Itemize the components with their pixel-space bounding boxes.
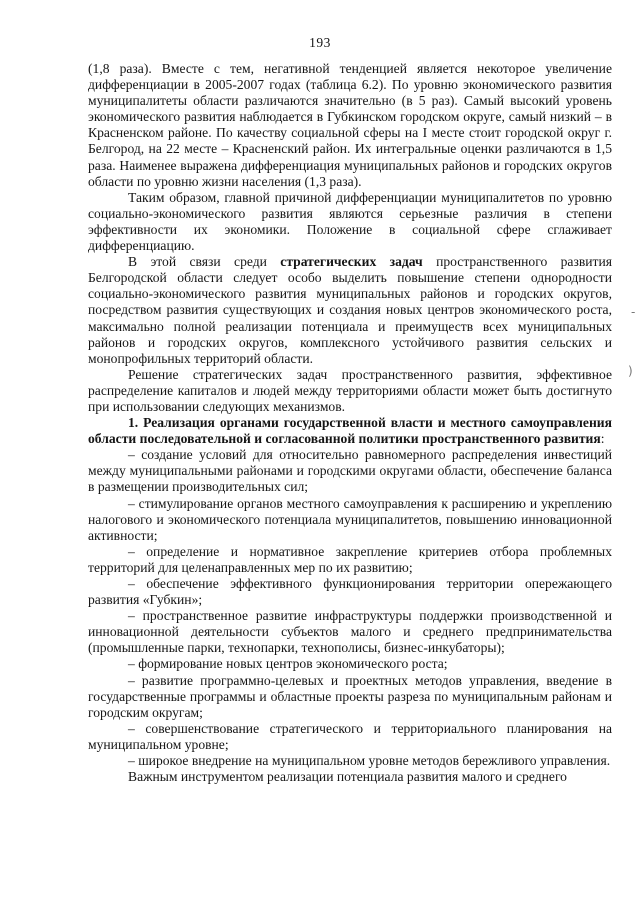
paragraph-1: (1,8 раза). Вместе с тем, негативной тенденцией является некоторое увеличение дифференциации в 2005-2007 годах (таблица 6.2). По уровню экономического развития муниципалитеты области различаются значительно (в 5 раз). Самый высокий уровень экономического развития наблюдается в Губкинском городском округе, самый низкий – в Красненском районе. По качеству социальной сферы на I месте стоит городской округ г. Белгород, на 22 месте – Красненский район. Их интегральные оценки различаются в 1,5 раза. Наименее выражена дифференциация муниципальных районов и городских округов области по уровню жизни населения (1,3 раза). [88,61,612,189]
strategic-tasks-term: стратегических задач [280,254,423,270]
list-item: – стимулирование органов местного самоуправления к расширению и укреплению налогового и экономического потенциала муниципалитетов, повышению инновационной активности; [88,495,612,543]
margin-paren-mark: ) [628,364,633,378]
page-number: 193 [309,35,331,50]
paragraph-3-rest: пространственного развития Белгородской области следует особо выделить повышение степени однородности социально-экономического развития муниципальных районов и городских округов, посредством развития существующих и создания новых центров экономического роста, максимально полной реализации потенциала и преимуществ всех муниципальных районов и городских округов, комплексного устойчивого развития сельских и монопрофильных территорий области. [88,254,613,366]
paragraph-2: Таким образом, главной причиной дифференциации муниципалитетов по уровню социально-экономического развития являются серьезные различия в степени эффективности их экономики. Положение в социальной сфере сглаживает дифференциацию. [88,189,612,254]
section-heading-colon: : [600,431,605,447]
list-item: – определение и нормативное закрепление критериев отбора проблемных территорий для целенаправленных мер по их развитию; [88,543,612,575]
paragraph-3-start: В этой связи среди [128,254,281,270]
list-item: – создание условий для относительно равномерного распределения инвестиций между муниципальными районами и городскими округами области, обеспечение баланса в размещении производительных сил; [88,447,612,495]
section-heading [88,415,612,447]
list-item: – совершенствование стратегического и территориального планирования на муниципальном уровне; [88,720,612,752]
paragraph-last: Важным инструментом реализации потенциала развития малого и среднего [128,769,567,785]
paragraph-3 [88,254,612,367]
list-item: – формирование новых центров экономического роста; [128,656,448,672]
list-item: – широкое внедрение на муниципальном уровне методов бережливого управления. [128,753,611,769]
list-item: – развитие программно-целевых и проектных методов управления, введение в государственные программы и областные проекты разреза по муниципальным районам и городским округам; [88,672,612,720]
margin-dash-mark: - [631,305,636,319]
list-item: – пространственное развитие инфраструктуры поддержки производственной и инновационной деятельности субъектов малого и среднего предпринимательства (промышленные парки, технопарки, технополисы, бизнес-инкубаторы); [88,608,612,656]
list-item: – обеспечение эффективного функционирования территории опережающего развития «Губкин»; [88,576,612,608]
section-heading-text: 1. Реализация органами государственной власти и местного самоуправления области последовательной и согласованной политики пространственного развития [88,415,612,447]
page-text [88,61,612,785]
paragraph-4: Решение стратегических задач пространственного развития, эффективное распределение капиталов и людей между территориями области может быть достигнуто при использовании следующих механизмов. [88,366,612,414]
